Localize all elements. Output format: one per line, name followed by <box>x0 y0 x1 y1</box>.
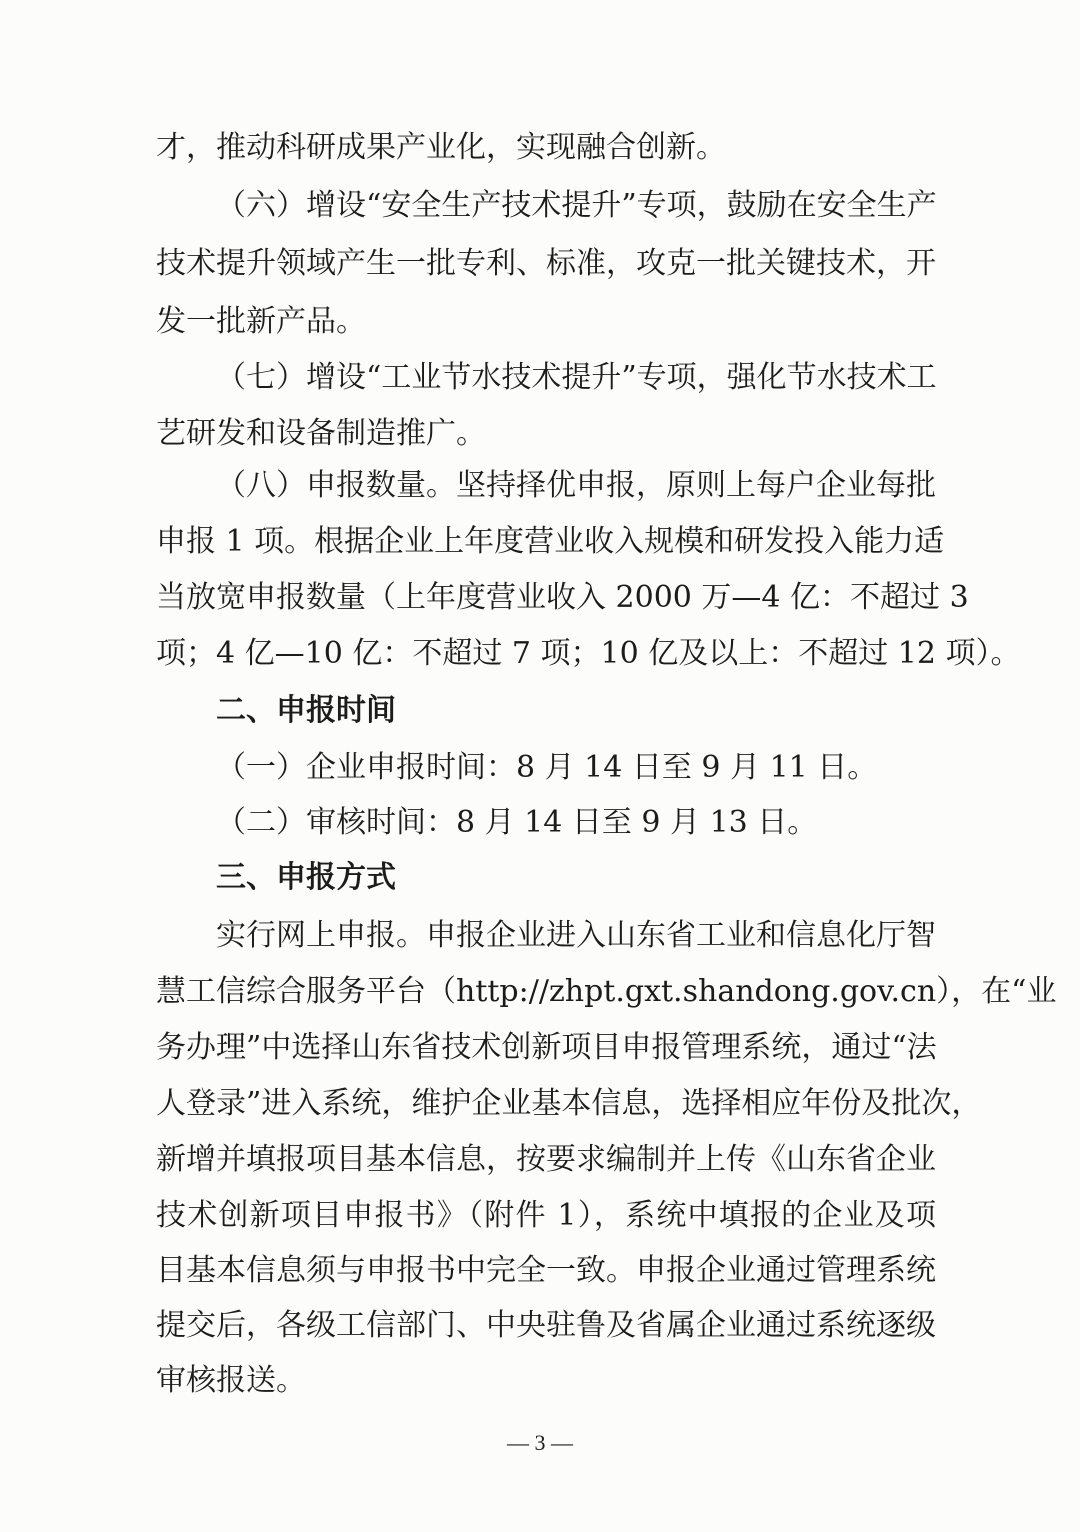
paragraph-line: （八）申报数量。坚持择优申报，原则上每户企业每批 <box>216 468 936 503</box>
paragraph-line: 人登录”进入系统，维护企业基本信息，选择相应年份及批次， <box>156 1086 982 1121</box>
paragraph-line: （七）增设“工业节水技术提升”专项，强化节水技术工 <box>216 360 937 395</box>
paragraph-line: 目基本信息须与申报书中完全一致。申报企业通过管理系统 <box>156 1253 936 1288</box>
paragraph-line: 才，推动科研成果产业化，实现融合创新。 <box>156 130 726 165</box>
paragraph-line: 发一批新产品。 <box>156 304 366 339</box>
paragraph-line: 实行网上申报。申报企业进入山东省工业和信息化厅智 <box>216 918 936 953</box>
paragraph-line: 慧工信综合服务平台（http://zhpt.gxt.shandong.gov.cn），在“业 <box>156 974 1057 1009</box>
paragraph-line: 当放宽申报数量（上年度营业收入 2000 万—4 亿：不超过 3 <box>156 580 969 615</box>
paragraph-line: 申报 1 项。根据企业上年度营业收入规模和研发投入能力适 <box>156 524 945 559</box>
page-number: — 3 — <box>507 1430 573 1455</box>
paragraph-line: 新增并填报项目基本信息，按要求编制并上传《山东省企业 <box>156 1142 936 1177</box>
paragraph-line: （一）企业申报时间：8 月 14 日至 9 月 11 日。 <box>216 750 878 785</box>
paragraph-line: 务办理”中选择山东省技术创新项目申报管理系统，通过“法 <box>156 1030 937 1065</box>
paragraph-line: （二）审核时间：8 月 14 日至 9 月 13 日。 <box>216 805 818 840</box>
paragraph-line: 提交后，各级工信部门、中央驻鲁及省属企业通过系统逐级 <box>156 1308 936 1343</box>
section-heading: 二、申报时间 <box>216 693 396 728</box>
section-heading: 三、申报方式 <box>216 860 396 895</box>
paragraph-line: 技术提升领域产生一批专利、标准，攻克一批关键技术，开 <box>156 246 936 281</box>
paragraph-line: 项；4 亿—10 亿：不超过 7 项；10 亿及以上：不超过 12 项）。 <box>156 636 1021 671</box>
paragraph-line: 艺研发和设备制造推广。 <box>156 416 486 451</box>
paragraph-line: 技术创新项目申报书》（附件 1），系统中填报的企业及项 <box>156 1198 936 1233</box>
paragraph-line: （六）增设“安全生产技术提升”专项，鼓励在安全生产 <box>216 188 937 223</box>
paragraph-line: 审核报送。 <box>156 1363 306 1398</box>
